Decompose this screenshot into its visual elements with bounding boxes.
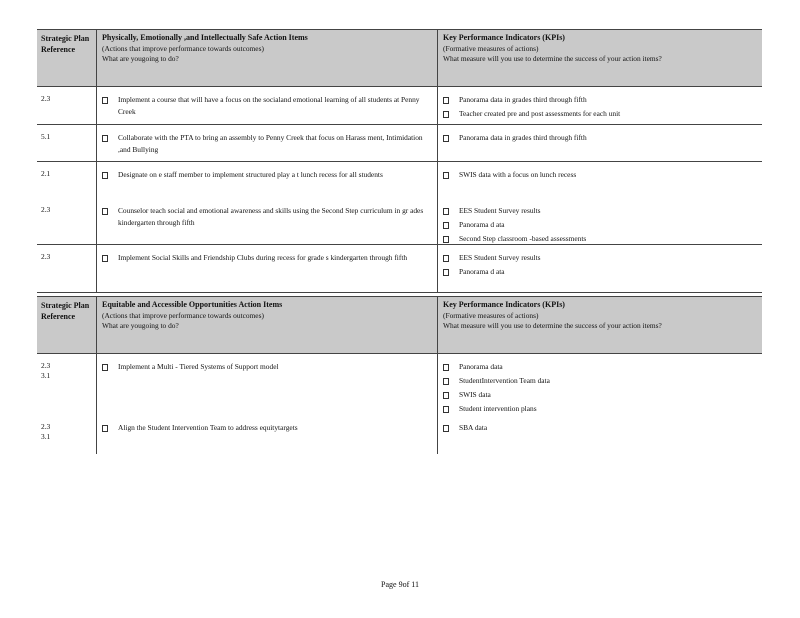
safe-action-table bbox=[37, 29, 762, 293]
bullet-icon bbox=[102, 361, 118, 375]
bullet-icon bbox=[443, 266, 459, 280]
bullet-icon bbox=[443, 132, 459, 146]
list-item: Implement a course that will have a focus on the socialand emotional learning of all students at Penny Creek bbox=[102, 94, 432, 118]
table-row: 2.1 Designate on e staff member to implement structured play a t lunch recess for all students SWIS data with a focus on lunch recess bbox=[37, 162, 762, 198]
bullet-icon bbox=[102, 94, 118, 118]
kpi-header: Key Performance Indicators (KPIs) (Formative measures of actions) What measure will you use to determine the success of your action items? bbox=[437, 297, 762, 353]
bullet-icon bbox=[443, 389, 459, 403]
list-item: Panorama data in grades third through fifth bbox=[443, 94, 757, 108]
bullet-icon bbox=[443, 252, 459, 266]
list-item: Implement Social Skills and Friendship Clubs during recess for grade s kindergarten through fifth bbox=[102, 252, 432, 266]
list-item: Teacher created pre and post assessments for each unit bbox=[443, 108, 757, 122]
list-item: Collaborate with the PTA to bring an assembly to Penny Creek that focus on Harass ment, Intimidation ,and Bullying bbox=[102, 132, 432, 156]
table-row: 2.3 Counselor teach social and emotional awareness and skills using the Second Step curriculum in gr ades kindergarten through fifth EES Student Survey results Panorama d ata Second Step classroom -based assessments bbox=[37, 198, 762, 245]
table-row: 2.3 Implement Social Skills and Friendship Clubs during recess for grade s kindergarten through fifth EES Student Survey results Panorama d ata bbox=[37, 245, 762, 293]
table-row: 5.1 Collaborate with the PTA to bring an assembly to Penny Creek that focus on Harass ment, Intimidation ,and Bullying Panorama data in grades third through fifth bbox=[37, 125, 762, 162]
table-header bbox=[37, 296, 762, 354]
bullet-icon bbox=[443, 205, 459, 219]
bullet-icon bbox=[443, 422, 459, 436]
list-item: Panorama data bbox=[443, 361, 757, 375]
bullet-icon bbox=[102, 422, 118, 436]
table-row: 2.3 3.1 Implement a Multi - Tiered Systems of Support model Panorama data StudentIntervention Team data SWIS data Student intervention plans bbox=[37, 354, 762, 415]
bullet-icon bbox=[443, 219, 459, 233]
equitable-action-table bbox=[37, 296, 762, 454]
list-item: SWIS data bbox=[443, 389, 757, 403]
list-item: SBA data bbox=[443, 422, 757, 436]
list-item: Counselor teach social and emotional awareness and skills using the Second Step curriculum in gr ades kindergarten through fifth bbox=[102, 205, 432, 229]
list-item: Student intervention plans bbox=[443, 403, 757, 417]
table-header bbox=[37, 29, 762, 87]
bullet-icon bbox=[102, 252, 118, 266]
list-item: SWIS data with a focus on lunch recess bbox=[443, 169, 757, 183]
bullet-icon bbox=[102, 132, 118, 156]
list-item: EES Student Survey results bbox=[443, 205, 757, 219]
kpi-header: Key Performance Indicators (KPIs) (Formative measures of actions) What measure will you use to determine the success of your action items? bbox=[437, 30, 762, 86]
bullet-icon bbox=[102, 169, 118, 183]
list-item: EES Student Survey results bbox=[443, 252, 757, 266]
list-item: Designate on e staff member to implement structured play a t lunch recess for all students bbox=[102, 169, 432, 183]
action-header: Physically, Emotionally ,and Intellectually Safe Action Items (Actions that improve performance towards outcomes) What are yougoing to do? bbox=[96, 30, 437, 86]
bullet-icon bbox=[443, 108, 459, 122]
list-item: Panorama data in grades third through fifth bbox=[443, 132, 757, 146]
table-row: 2.3 Implement a course that will have a focus on the socialand emotional learning of all students at Penny Creek Panorama data in grades third through fifth Teacher created pre and post assessments for each unit bbox=[37, 87, 762, 125]
bullet-icon bbox=[102, 205, 118, 229]
ref-header: Strategic Plan Reference bbox=[41, 301, 90, 321]
list-item: Panorama d ata bbox=[443, 266, 757, 280]
list-item: Panorama d ata bbox=[443, 219, 757, 233]
list-item: Align the Student Intervention Team to address equitytargets bbox=[102, 422, 432, 436]
bullet-icon bbox=[443, 361, 459, 375]
table-row: 2.3 3.1 Align the Student Intervention Team to address equitytargets SBA data bbox=[37, 415, 762, 454]
bullet-icon bbox=[443, 375, 459, 389]
list-item: Second Step classroom -based assessments bbox=[443, 233, 757, 247]
action-header: Equitable and Accessible Opportunities Action Items (Actions that improve performance towards outcomes) What are yougoing to do? bbox=[96, 297, 437, 353]
bullet-icon bbox=[443, 169, 459, 183]
page-number: Page 9of 11 bbox=[381, 580, 419, 589]
list-item: Implement a Multi - Tiered Systems of Support model bbox=[102, 361, 432, 375]
bullet-icon bbox=[443, 94, 459, 108]
list-item: StudentIntervention Team data bbox=[443, 375, 757, 389]
ref-header: Strategic Plan Reference bbox=[41, 34, 90, 54]
